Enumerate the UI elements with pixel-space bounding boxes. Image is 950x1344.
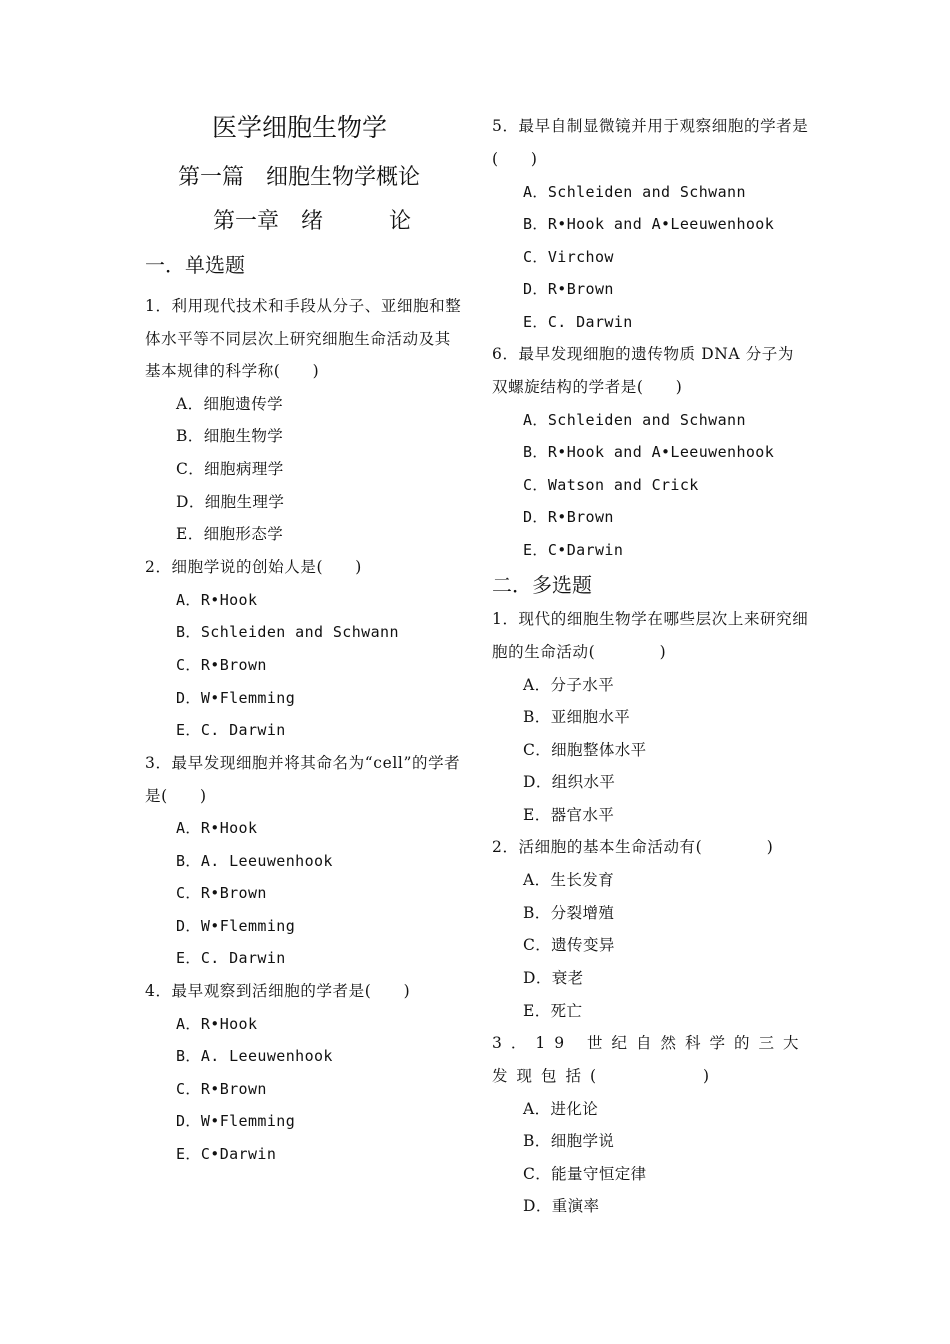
multi-option-2a: A．生长发育: [523, 871, 615, 889]
question-1: 1．利用现代技术和手段从分子、亚细胞和整体水平等不同层次上研究细胞生命活动及其基本规律的科学称( ): [145, 297, 462, 381]
option-5c: C．Virchow: [523, 248, 614, 266]
option-3d: D．W•Flemming: [176, 917, 296, 935]
option-6a: A．Schleiden and Schwann: [523, 411, 746, 429]
section-single-choice: 一．单选题: [145, 253, 245, 277]
option-6c: C．Watson and Crick: [523, 476, 699, 494]
option-4e: E．C•Darwin: [176, 1145, 277, 1163]
option-1d: D．细胞生理学: [176, 493, 285, 511]
multi-option-1a: A．分子水平: [523, 676, 615, 694]
question-5: 5．最早自制显微镜并用于观察细胞的学者是( ): [492, 117, 809, 168]
option-5e: E．C. Darwin: [523, 313, 633, 331]
option-5a: A．Schleiden and Schwann: [523, 183, 746, 201]
option-3c: C．R•Brown: [176, 884, 267, 902]
option-2b: B．Schleiden and Schwann: [176, 623, 399, 641]
multi-option-3c: C．能量守恒定律: [523, 1165, 647, 1183]
option-4c: C．R•Brown: [176, 1080, 267, 1098]
multi-option-2c: C．遗传变异: [523, 936, 615, 954]
multi-option-3b: B．细胞学说: [523, 1132, 615, 1150]
option-3e: E．C. Darwin: [176, 949, 286, 967]
option-3b: B．A. Leeuwenhook: [176, 852, 333, 870]
option-6b: B．R•Hook and A•Leeuwenhook: [523, 443, 775, 461]
option-4d: D．W•Flemming: [176, 1112, 296, 1130]
document-title: 医学细胞生物学: [212, 113, 388, 142]
option-2c: C．R•Brown: [176, 656, 267, 674]
multi-question-3: 3．19 世纪自然科学的三大发现包括( ): [492, 1034, 808, 1085]
multi-option-3d: D．重演率: [523, 1197, 600, 1215]
question-2: 2．细胞学说的创始人是( ): [145, 558, 362, 576]
section-multiple-choice: 二．多选题: [492, 573, 592, 597]
multi-option-1e: E．器官水平: [523, 806, 615, 824]
multi-question-2: 2．活细胞的基本生命活动有( ): [492, 838, 774, 856]
multi-option-2d: D．衰老: [523, 969, 584, 987]
multi-option-2e: E．死亡: [523, 1002, 583, 1020]
multi-option-2b: B．分裂增殖: [523, 904, 615, 922]
option-3a: A．R•Hook: [176, 819, 258, 837]
option-4b: B．A. Leeuwenhook: [176, 1047, 333, 1065]
option-5b: B．R•Hook and A•Leeuwenhook: [523, 215, 775, 233]
option-4a: A．R•Hook: [176, 1015, 258, 1033]
option-2e: E．C. Darwin: [176, 721, 286, 739]
question-4: 4．最早观察到活细胞的学者是( ): [145, 982, 411, 1000]
option-6e: E．C•Darwin: [523, 541, 624, 559]
multi-question-1: 1．现代的细胞生物学在哪些层次上来研究细胞的生命活动( ): [492, 610, 809, 661]
question-6: 6．最早发现细胞的遗传物质 DNA 分子为双螺旋结构的学者是( ): [492, 345, 794, 396]
multi-option-3a: A．进化论: [523, 1100, 599, 1118]
option-6d: D．R•Brown: [523, 508, 614, 526]
multi-option-1b: B．亚细胞水平: [523, 708, 631, 726]
option-1a: A．细胞遗传学: [176, 395, 283, 413]
multi-option-1c: C．细胞整体水平: [523, 741, 647, 759]
option-1b: B．细胞生物学: [176, 427, 284, 445]
option-2d: D．W•Flemming: [176, 689, 296, 707]
option-2a: A．R•Hook: [176, 591, 258, 609]
option-1e: E．细胞形态学: [176, 525, 284, 543]
question-3: 3．最早发现细胞并将其命名为“cell”的学者是( ): [145, 754, 461, 805]
option-5d: D．R•Brown: [523, 280, 614, 298]
part-heading: 第一篇 细胞生物学概论: [178, 165, 421, 190]
chapter-heading: 第一章 绪 论: [213, 209, 412, 234]
multi-option-1d: D．组织水平: [523, 773, 616, 791]
option-1c: C．细胞病理学: [176, 460, 284, 478]
